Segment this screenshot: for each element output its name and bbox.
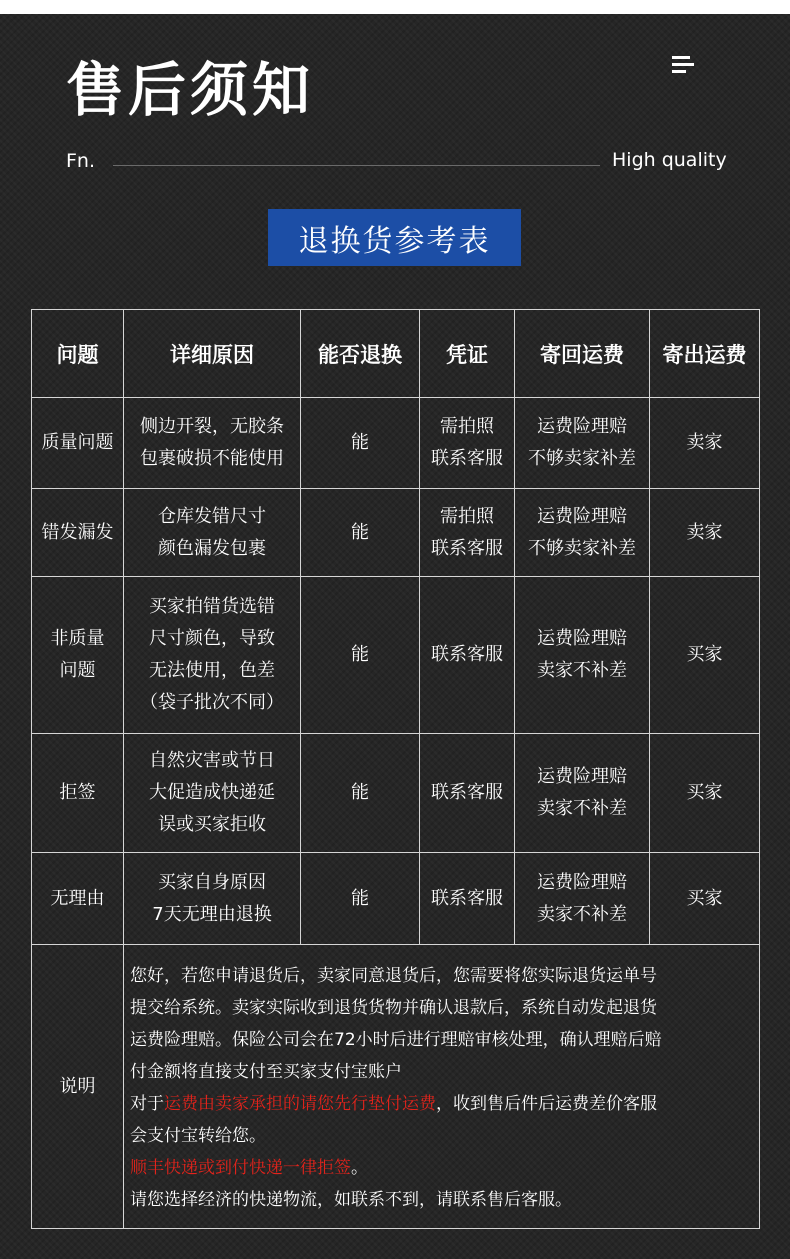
- notes-line: [130, 960, 755, 992]
- notes-row: [32, 945, 760, 1229]
- cell-returnable: [301, 734, 420, 853]
- cell-send-shipping: [650, 853, 760, 945]
- notes-text: 请您选择经济的快递物流，如联系不到，请联系售后客服。: [130, 1189, 572, 1210]
- cell-line: 买家自身原因: [158, 871, 266, 893]
- cell-line: 运费险理赔: [537, 416, 627, 437]
- cell-line: （袋子批次不同）: [140, 692, 284, 713]
- cell-reason: [124, 853, 301, 945]
- cell-line: 联系客服: [431, 644, 503, 665]
- header-return-shipping: 寄回运费: [515, 310, 650, 398]
- table-header-row: [32, 310, 760, 398]
- menu-lines-icon[interactable]: [672, 56, 694, 78]
- cell-reason: [124, 398, 301, 489]
- cell-line: 非质量: [50, 628, 105, 649]
- fn-label: Fn.: [66, 150, 96, 172]
- cell-proof: [420, 853, 515, 945]
- notes-content: [124, 945, 760, 1229]
- cell-line: 联系客服: [431, 537, 503, 559]
- notes-text: 提交给系统。卖家实际收到退货货物并确认退款后，系统自动发起退货: [130, 997, 657, 1018]
- cell-returnable: [301, 853, 420, 945]
- notes-highlight: 运费由卖家承担的请您先行垫付运费: [164, 1093, 436, 1114]
- notes-line: [130, 1120, 755, 1152]
- cell-line: 卖家: [686, 432, 723, 453]
- cell-return-shipping: [515, 577, 650, 734]
- cell-line: 无法使用，色差: [149, 660, 275, 681]
- cell-line: 联系客服: [431, 448, 503, 469]
- cell-line: 尺寸颜色，导致: [149, 628, 275, 649]
- cell-issue: [32, 489, 124, 577]
- cell-line: 买家: [686, 782, 723, 803]
- top-strip: [0, 0, 790, 14]
- cell-line: 运费险理赔: [537, 871, 627, 893]
- notes-text: 您好，若您申请退货后，卖家同意退货后，您需要将您实际退货运单号: [130, 965, 657, 986]
- cell-line: 无理由: [50, 887, 105, 909]
- header-send-shipping: 寄出运费: [650, 310, 760, 398]
- cell-proof: [420, 398, 515, 489]
- notes-text: 付金额将直接支付至买家支付宝账户: [130, 1061, 402, 1082]
- cell-line: 买家拍错货选错: [149, 596, 275, 617]
- notes-line: [130, 1152, 755, 1184]
- cell-line: 联系客服: [431, 782, 503, 803]
- cell-line: 需拍照: [440, 505, 494, 527]
- header-reason: 详细原因: [124, 310, 301, 398]
- cell-return-shipping: [515, 489, 650, 577]
- cell-line: 能: [351, 887, 369, 909]
- cell-returnable: [301, 398, 420, 489]
- cell-line: 卖家: [686, 521, 723, 543]
- cell-line: 买家: [686, 644, 723, 665]
- cell-line: 能: [351, 644, 369, 665]
- cell-line: 自然灾害或节日: [149, 750, 275, 771]
- notes-highlight: 顺丰快递或到付快递一律拒签: [130, 1157, 351, 1178]
- cell-line: 卖家不补差: [537, 660, 627, 681]
- table-row: [32, 577, 760, 734]
- cell-return-shipping: [515, 734, 650, 853]
- cell-issue: [32, 398, 124, 489]
- cell-issue: [32, 853, 124, 945]
- cell-line: 运费险理赔: [537, 628, 627, 649]
- notes-text: 运费险理赔。保险公司会在72小时后进行理赔审核处理，确认理赔后赔: [130, 1029, 662, 1050]
- cell-line: 不够卖家补差: [528, 537, 636, 559]
- header-proof: 凭证: [420, 310, 515, 398]
- cell-line: 7天无理由退换: [152, 903, 272, 925]
- cell-line: 问题: [59, 660, 96, 681]
- cell-line: 运费险理赔: [537, 766, 627, 787]
- cell-line: 大促造成快递延: [149, 782, 275, 803]
- cell-line: 错发漏发: [41, 521, 114, 543]
- cell-line: 运费险理赔: [537, 505, 627, 527]
- cell-issue: [32, 734, 124, 853]
- header-returnable: 能否退换: [301, 310, 420, 398]
- cell-line: 拒签: [59, 782, 96, 803]
- table-row: [32, 398, 760, 489]
- cell-line: 卖家不补差: [537, 903, 627, 925]
- section-banner: 退换货参考表: [268, 209, 521, 266]
- cell-proof: [420, 734, 515, 853]
- notes-text: ，收到售后件后运费差价客服: [436, 1093, 657, 1114]
- cell-proof: [420, 489, 515, 577]
- returns-table: [31, 309, 759, 1229]
- cell-line: 能: [351, 782, 369, 803]
- cell-line: 质量问题: [41, 432, 114, 453]
- notes-label: 说明: [32, 945, 124, 1229]
- cell-returnable: [301, 577, 420, 734]
- notes-line: [130, 1056, 755, 1088]
- cell-return-shipping: [515, 398, 650, 489]
- page-title: 售后须知: [66, 56, 315, 124]
- table-row: [32, 734, 760, 853]
- cell-proof: [420, 577, 515, 734]
- cell-line: 能: [351, 432, 369, 453]
- cell-line: 买家: [686, 887, 723, 909]
- header-issue: 问题: [32, 310, 124, 398]
- notes-text: 对于: [130, 1093, 164, 1114]
- cell-send-shipping: [650, 398, 760, 489]
- table-row: [32, 489, 760, 577]
- notes-line: [130, 1184, 755, 1216]
- cell-reason: [124, 734, 301, 853]
- cell-line: 不够卖家补差: [528, 448, 636, 469]
- cell-line: 能: [351, 521, 369, 543]
- high-quality-label: High quality: [612, 149, 727, 171]
- cell-reason: [124, 577, 301, 734]
- cell-line: 联系客服: [431, 887, 503, 909]
- cell-send-shipping: [650, 734, 760, 853]
- notes-text: 会支付宝转给您。: [130, 1125, 266, 1146]
- cell-line: 误或买家拒收: [158, 814, 266, 835]
- cell-send-shipping: [650, 489, 760, 577]
- cell-line: 包裹破损不能使用: [140, 448, 284, 469]
- cell-line: 卖家不补差: [537, 798, 627, 819]
- cell-send-shipping: [650, 577, 760, 734]
- notes-text: 。: [351, 1157, 368, 1178]
- cell-issue: [32, 577, 124, 734]
- cell-returnable: [301, 489, 420, 577]
- notes-line: [130, 992, 755, 1024]
- cell-line: 需拍照: [440, 416, 494, 437]
- cell-return-shipping: [515, 853, 650, 945]
- cell-reason: [124, 489, 301, 577]
- cell-line: 侧边开裂，无胶条: [140, 416, 284, 437]
- notes-line: [130, 1024, 755, 1056]
- cell-line: 仓库发错尺寸: [158, 505, 266, 527]
- cell-line: 颜色漏发包裹: [158, 537, 266, 559]
- notes-line: [130, 1088, 755, 1120]
- table-row: [32, 853, 760, 945]
- header-divider: [113, 165, 600, 166]
